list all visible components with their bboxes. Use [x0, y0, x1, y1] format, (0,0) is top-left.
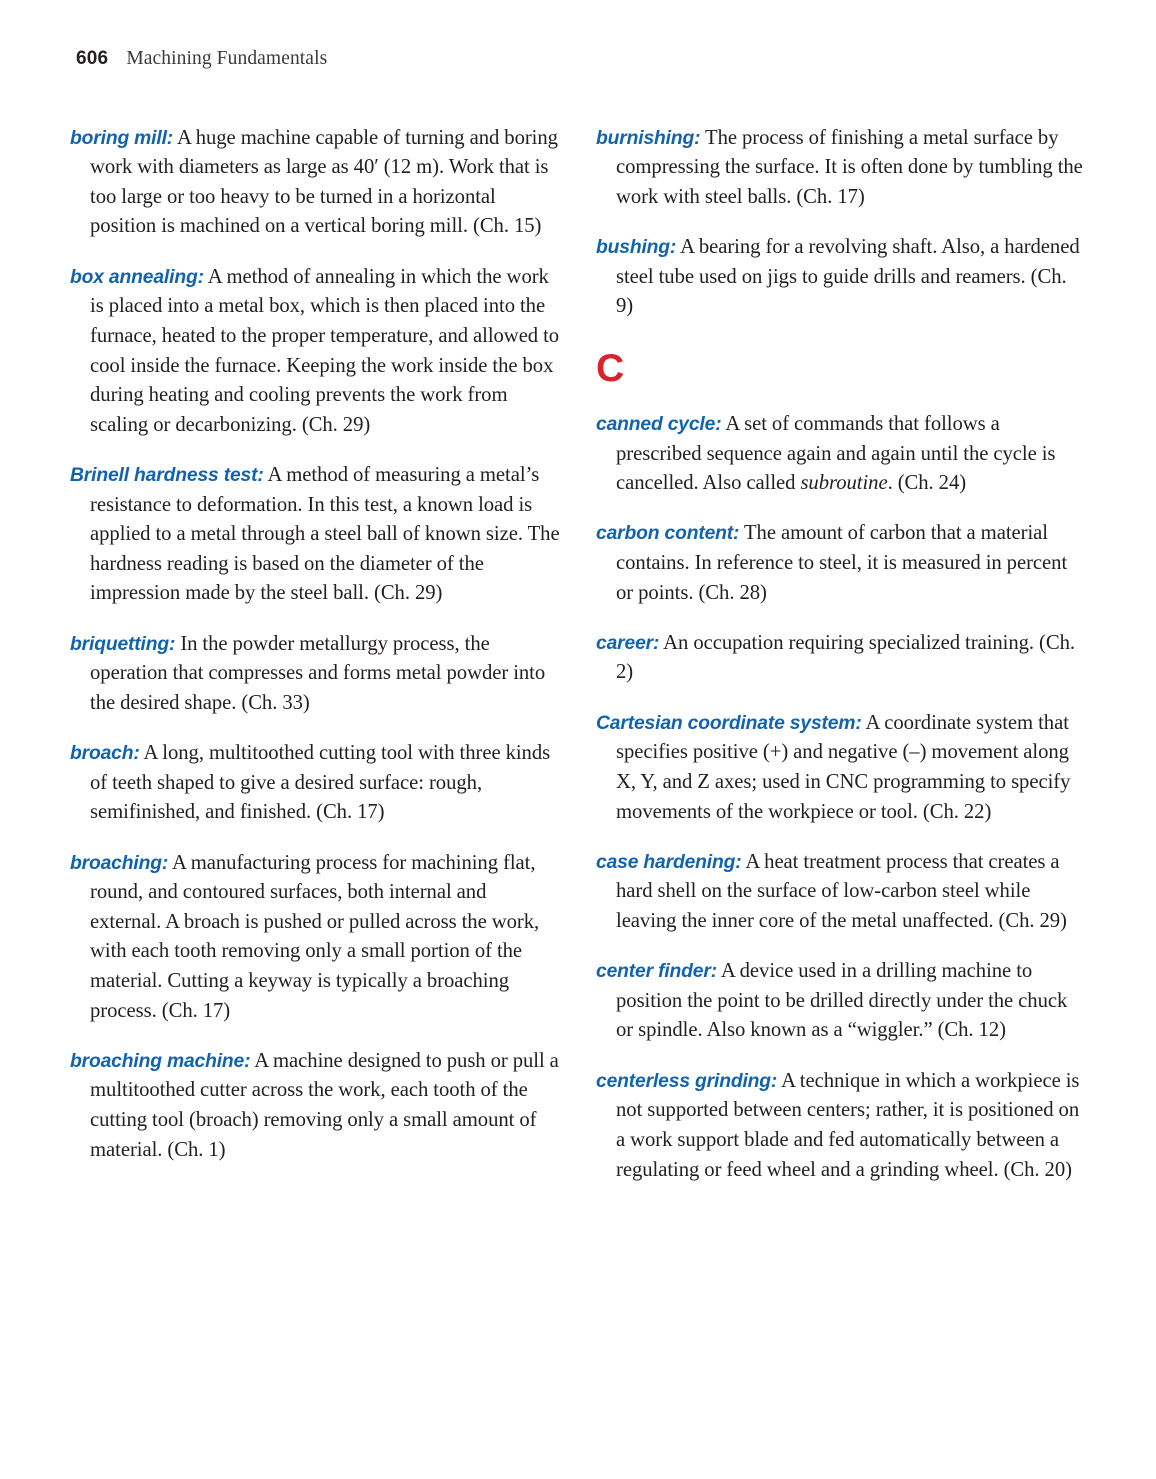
glossary-definition: A huge machine capable of turning and boring work with diameters as large as 40′ (12 m). Work that is too large or too heavy to be turned in a horizontal position is machined on a vertical boring mill. (Ch. 15) — [90, 126, 558, 238]
glossary-term: boring mill: — [70, 127, 174, 149]
glossary-term: broaching: — [70, 852, 169, 874]
glossary-entry — [596, 233, 1086, 322]
glossary-definition: A coordinate system that specifies positive (+) and negative (–) movement along X, Y, and Z axes; used in CNC programming to specify movements of the workpiece or tool. (Ch. 22) — [616, 711, 1071, 823]
book-title: Machining Fundamentals — [126, 48, 328, 69]
glossary-definition: A machine designed to push or pull a multitoothed cutter across the work, each tooth of the cutting tool (broach) removing only a small amount of material. (Ch. 1) — [90, 1049, 559, 1161]
glossary-definition: A manufacturing process for machining flat, round, and contoured surfaces, both internal and external. A broach is pushed or pulled across the work, with each tooth removing only a small portion of the material. Cutting a keyway is typically a broaching process. (Ch. 17) — [90, 851, 540, 1022]
glossary-term: carbon content: — [596, 523, 740, 545]
glossary-entry — [596, 709, 1086, 827]
glossary-entry — [596, 957, 1086, 1046]
glossary-entry — [596, 410, 1086, 499]
column-right — [596, 103, 1086, 1191]
glossary-definition: The amount of carbon that a material contains. In reference to steel, it is measured in percent or points. (Ch. 28) — [616, 522, 1068, 604]
glossary-term: broaching machine: — [70, 1050, 251, 1072]
glossary-definition: A device used in a drilling machine to position the point to be drilled directly under the chuck or spindle. Also known as a “wiggler.” (Ch. 12) — [616, 960, 1068, 1042]
glossary-definition: A long, multitoothed cutting tool with three kinds of teeth shaped to give a desired surface: rough, semifinished, and finished. (Ch. 17) — [90, 742, 551, 824]
column-left — [70, 103, 560, 1191]
glossary-columns — [70, 103, 1086, 1191]
glossary-term: canned cycle: — [596, 413, 722, 435]
glossary-entry — [596, 519, 1086, 608]
glossary-term: career: — [596, 632, 660, 654]
glossary-entry — [70, 849, 560, 1027]
glossary-entry — [70, 461, 560, 609]
glossary-term: broach: — [70, 743, 140, 765]
running-head — [76, 48, 327, 70]
glossary-definition: A heat treatment process that creates a hard shell on the surface of low-carbon steel while leaving the inner core of the metal unaffected. (Ch. 29) — [616, 850, 1067, 932]
definition-text: A set of commands that follows a prescribed sequence again and again until the cycle is cancelled. Also called — [616, 412, 1056, 495]
glossary-term: Brinell hardness test: — [70, 465, 264, 486]
glossary-term: Cartesian coordinate system: — [596, 712, 862, 734]
glossary-entry — [70, 124, 560, 242]
definition-italic-term: subroutine — [800, 472, 888, 495]
glossary-entry — [70, 630, 560, 719]
glossary-term: case hardening: — [596, 851, 742, 873]
glossary-term: center finder: — [596, 961, 718, 983]
glossary-term: centerless grinding: — [596, 1070, 778, 1092]
glossary-entry — [70, 1047, 560, 1165]
glossary-entry — [70, 263, 560, 441]
glossary-entry — [596, 124, 1086, 213]
glossary-term: burnishing: — [596, 127, 701, 149]
glossary-term: briquetting: — [70, 633, 176, 655]
glossary-definition: A method of measuring a metal’s resistance to deformation. In this test, a known load is applied to a metal through a steel ball of known size. The hardness reading is based on the diameter of the impression made by the steel ball. (Ch. 29) — [90, 464, 560, 605]
definition-text-tail: . (Ch. 24) — [887, 472, 967, 495]
section-letter-heading: C — [596, 346, 625, 390]
glossary-definition: In the powder metallurgy process, the operation that compresses and forms metal powder into the desired shape. (Ch. 33) — [90, 632, 546, 714]
glossary-entry — [596, 1067, 1086, 1185]
page-number: 606 — [76, 48, 109, 69]
glossary-entry — [70, 739, 560, 828]
glossary-term: box annealing: — [70, 266, 204, 288]
glossary-definition: A technique in which a workpiece is not supported between centers; rather, it is positioned on a work support blade and fed automatically between a regulating or feed wheel and a grinding wheel. (Ch. 20) — [616, 1069, 1080, 1181]
glossary-definition: The process of finishing a metal surface by compressing the surface. It is often done by tumbling the work with steel balls. (Ch. 17) — [616, 126, 1083, 208]
glossary-term: bushing: — [596, 237, 677, 259]
glossary-entry — [596, 848, 1086, 937]
glossary-definition: An occupation requiring specialized training. (Ch. 2) — [616, 631, 1076, 684]
glossary-definition: A bearing for a revolving shaft. Also, a hardened steel tube used on jigs to guide drills and reamers. (Ch. 9) — [616, 236, 1080, 318]
glossary-entry — [596, 629, 1086, 688]
glossary-definition: A method of annealing in which the work is placed into a metal box, which is then placed into the furnace, heated to the proper temperature, and allowed to cool inside the furnace. Keeping the work inside the box during heating and cooling prevents the work from scaling or decarbonizing. (Ch. 29) — [90, 265, 560, 436]
